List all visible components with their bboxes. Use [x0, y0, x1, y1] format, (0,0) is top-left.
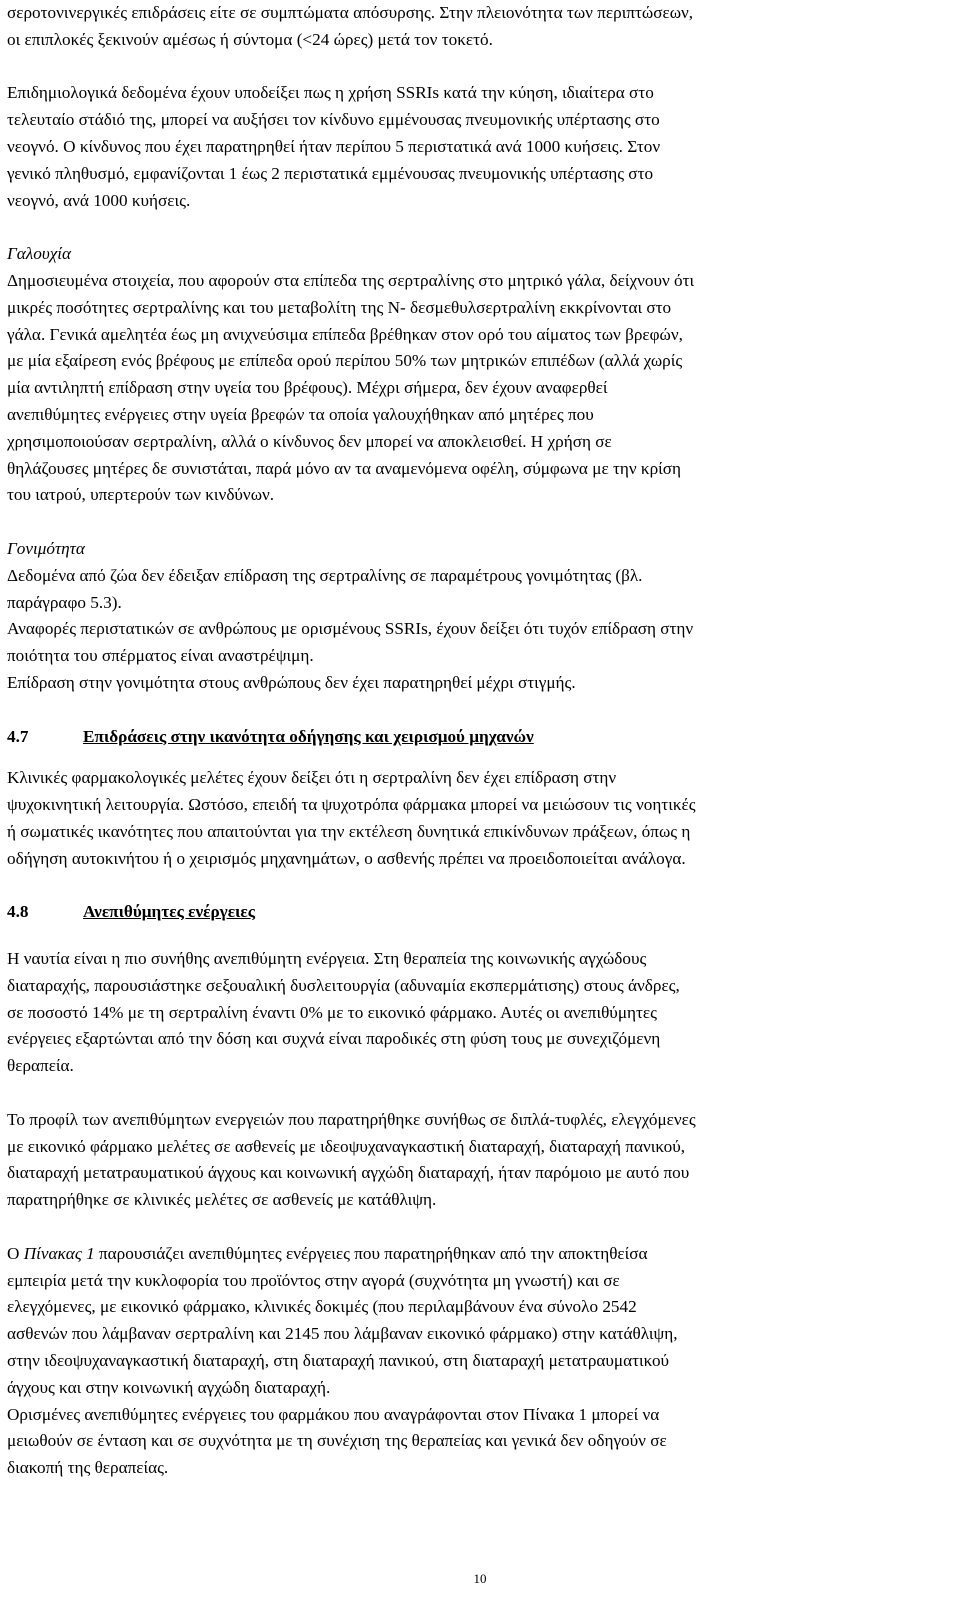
text-line: σε ποσοστό 14% με τη σερτραλίνη έναντι 0% με το εικονικό φάρμακο. Αυτές οι ανεπιθύμητες	[7, 1002, 657, 1022]
text-line: ελεγχόμενες, με εικονικό φάρμακο, κλινικές δοκιμές (που περιλαμβάνουν ένα σύνολο 2542	[7, 1297, 637, 1317]
section-number: 4.7	[7, 726, 29, 746]
text-line: οδήγηση αυτοκινήτου ή ο χειρισμός μηχανημάτων, ο ασθενής πρέπει να προειδοποιείται ανάλογα.	[7, 848, 686, 868]
text-line: γενικό πληθυσμό, εμφανίζονται 1 έως 2 περιστατικά εμμένουσας πνευμονικής υπέρτασης στο	[7, 163, 654, 183]
text-line: του ιατρού, υπερτερούν των κινδύνων.	[7, 485, 275, 505]
text-line: Επίδραση στην γονιμότητα στους ανθρώπους δεν έχει παρατηρηθεί μέχρι στιγμής.	[7, 672, 576, 692]
text-line: τελευταίο στάδιό της, μπορεί να αυξήσει τον κίνδυνο εμμένουσας πνευμονικής υπέρτασης στο	[7, 110, 660, 130]
text-line: ποιότητα του σπέρματος είναι αναστρέψιμη.	[7, 646, 314, 666]
section-fertility	[7, 536, 947, 697]
section-heading-4-7	[7, 724, 947, 751]
text-line: χρησιμοποιούσαν σερτραλίνη, αλλά ο κίνδυνος δεν μπορεί να αποκλεισθεί. Η χρήση σε	[7, 431, 612, 451]
subsection-title-lactation: Γαλουχία	[7, 244, 72, 264]
section-4-7	[7, 724, 947, 873]
text-line: Ορισμένες ανεπιθύμητες ενέργειες του φαρμάκου που αναγράφονται στον Πίνακα 1 μπορεί να	[7, 1404, 660, 1424]
section-title: Ανεπιθύμητες ενέργειες	[83, 902, 255, 922]
text-line: ή σωματικές ικανότητες που απαιτούνται για την εκτέλεση δυνητικά επικίνδυνων πράξεων, όπως η	[7, 821, 691, 841]
text-line: θεραπεία.	[7, 1056, 74, 1076]
section-title: Επιδράσεις στην ικανότητα οδήγησης και χειρισμού μηχανών	[83, 726, 534, 746]
text-line: διαταραχή μετατραυματικού άγχους και κοινωνική αγχώδη διαταραχή, ήταν παρόμοιο με αυτό που	[7, 1163, 690, 1183]
section-lactation	[7, 241, 947, 509]
text-line: μία αντιληπτή επίδραση στην υγεία του βρέφους). Μέχρι σήμερα, δεν έχουν αναφερθεί	[7, 378, 608, 398]
text-line: με εικονικό φάρμακο μελέτες σε ασθενείς με ιδεοψυχαναγκαστική διαταραχή, διαταραχή πανικού,	[7, 1136, 686, 1156]
section-number: 4.8	[7, 902, 29, 922]
text-line: ψυχοκινητική λειτουργία. Ωστόσο, επειδή τα ψυχοτρόπα φάρμακα μπορεί να μειώσουν τις νοητικές	[7, 795, 696, 815]
text-line: Δημοσιευμένα στοιχεία, που αφορούν στα επίπεδα της σερτραλίνης στο μητρικό γάλα, δείχνουν ότι	[7, 270, 695, 290]
table-reference: Πίνακας 1	[23, 1243, 95, 1263]
text-line: με μία εξαίρεση ενός βρέφους με επίπεδα ορού περίπου 50% των μητρικών επιπέδων (αλλά χωρίς	[7, 351, 683, 371]
text-line: Δεδομένα από ζώα δεν έδειξαν επίδραση της σερτραλίνης σε παραμέτρους γονιμότητας (βλ.	[7, 565, 643, 585]
section-heading-4-8	[7, 899, 947, 926]
text-line: εμπειρία μετά την κυκλοφορία του προϊόντος στην αγορά (συχνότητα μη γνωστή) και σε	[7, 1270, 620, 1290]
text-line: παράγραφο 5.3).	[7, 592, 122, 612]
text-line: οι επιπλοκές ξεκινούν αμέσως ή σύντομα (<24 ώρες) μετά τον τοκετό.	[7, 29, 493, 49]
section-4-8	[7, 899, 947, 1482]
text-fragment: παρουσιάζει ανεπιθύμητες ενέργειες που παρατηρήθηκαν από την αποκτηθείσα	[94, 1243, 648, 1263]
paragraph-continuation	[7, 0, 947, 54]
text-line	[7, 1241, 947, 1268]
text-line: διαταραχής, παρουσιάστηκε σεξουαλική δυσλειτουργία (αδυναμία εκσπερμάτισης) στους άνδρες,	[7, 975, 680, 995]
text-line: Αναφορές περιστατικών σε ανθρώπους με ορισμένους SSRIs, έχουν δείξει ότι τυχόν επίδραση στην	[7, 619, 694, 639]
text-line: διακοπή της θεραπείας.	[7, 1458, 169, 1478]
text-line: στην ιδεοψυχαναγκαστική διαταραχή, στη διαταραχή πανικού, στη διαταραχή μετατραυματικού	[7, 1351, 670, 1371]
text-line: μικρές ποσότητες σερτραλίνης και του μεταβολίτη της Ν- δεσμεθυλσερτραλίνη εκκρίνονται στο	[7, 297, 672, 317]
text-line: ασθενών που λάμβαναν σερτραλίνη και 2145 που λάμβαναν εικονικό φάρμακο) στην κατάθλιψη,	[7, 1324, 678, 1344]
text-line: θηλάζουσες μητέρες δε συνιστάται, παρά μόνο αν τα αναμενόμενα οφέλη, σύμφωνα με την κρίση	[7, 458, 682, 478]
text-fragment: Ο	[7, 1243, 24, 1263]
text-line: άγχους και στην κοινωνική αγχώδη διαταραχή.	[7, 1377, 331, 1397]
text-line: Επιδημιολογικά δεδομένα έχουν υποδείξει πως η χρήση SSRIs κατά την κύηση, ιδιαίτερα στο	[7, 83, 654, 103]
text-line: σεροτονινεργικές επιδράσεις είτε σε συμπτώματα απόσυρσης. Στην πλειονότητα των περιπτώσεων,	[7, 3, 694, 22]
text-line: παρατηρήθηκε σε κλινικές μελέτες σε ασθενείς με κατάθλιψη.	[7, 1190, 437, 1210]
text-line: Κλινικές φαρμακολογικές μελέτες έχουν δείξει ότι η σερτραλίνη δεν έχει επίδραση στην	[7, 768, 617, 788]
text-line: ενέργειες εξαρτώνται από την δόση και συχνά είναι παροδικές στη φύση τους με συνεχιζόμενη	[7, 1029, 661, 1049]
text-line: νεογνό. Ο κίνδυνος που έχει παρατηρηθεί ήταν περίπου 5 περιστατικά ανά 1000 κυήσεις. Στον	[7, 136, 661, 156]
subsection-title-fertility: Γονιμότητα	[7, 538, 85, 558]
paragraph-epidemiology	[7, 80, 947, 214]
text-line: Το προφίλ των ανεπιθύμητων ενεργειών που παρατηρήθηκε συνήθως σε διπλά-τυφλές, ελεγχόμενες	[7, 1109, 696, 1129]
text-line: γάλα. Γενικά αμελητέα έως μη ανιχνεύσιμα επίπεδα βρέθηκαν στον ορό του αίματος των βρεφών,	[7, 324, 683, 344]
text-line: μειωθούν σε ένταση και σε συχνότητα με τη συνέχιση της θεραπείας και γενικά δεν οδηγούν σε	[7, 1431, 667, 1451]
document-page	[7, 0, 947, 1482]
text-line: ανεπιθύμητες ενέργειες στην υγεία βρεφών τα οποία γαλουχήθηκαν από μητέρες που	[7, 404, 594, 424]
page-number: 10	[473, 1571, 487, 1586]
text-line: Η ναυτία είναι η πιο συνήθης ανεπιθύμητη ενέργεια. Στη θεραπεία της κοινωνικής αγχώδους	[7, 949, 647, 969]
text-line: νεογνό, ανά 1000 κυήσεις.	[7, 190, 191, 210]
